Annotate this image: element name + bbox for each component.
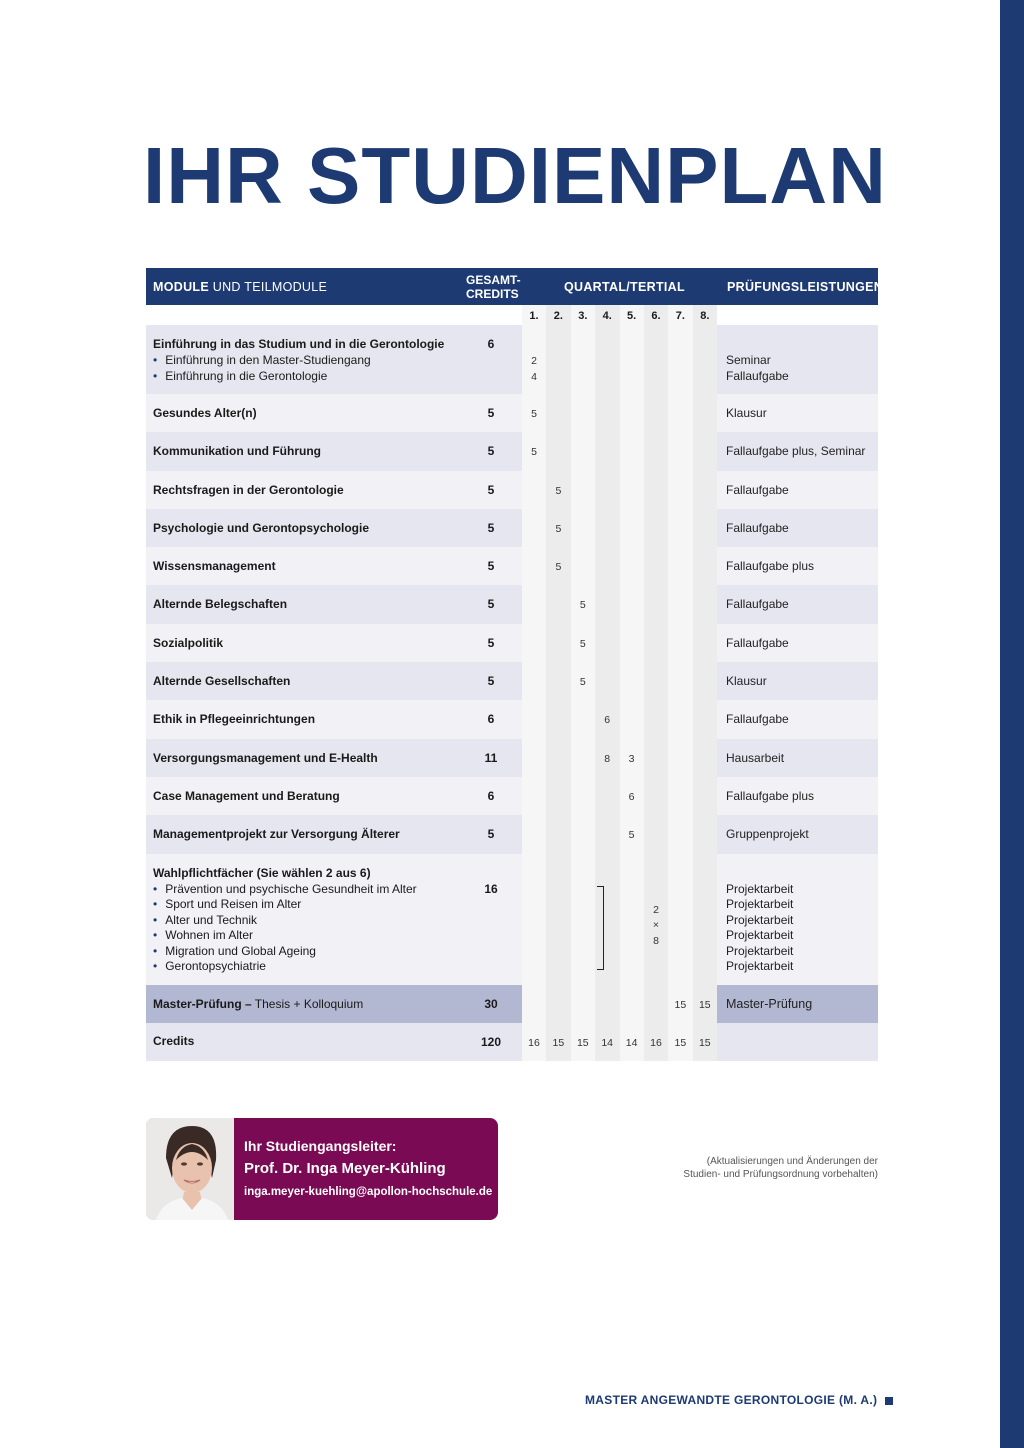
quarter-label: 2. bbox=[553, 310, 563, 322]
table-row bbox=[146, 662, 878, 700]
table-row bbox=[146, 815, 878, 853]
exam-type: Master-Prüfung bbox=[726, 996, 813, 1011]
exam-type: Projektarbeit bbox=[726, 881, 794, 896]
module-credits: 6 bbox=[487, 337, 495, 351]
totals-label: Credits bbox=[153, 1033, 195, 1048]
table-row bbox=[146, 585, 878, 623]
submodule-name: Sport und Reisen im Alter bbox=[165, 897, 302, 912]
exam-type: Fallaufgabe bbox=[726, 482, 789, 497]
module-credits: 16 bbox=[484, 881, 498, 896]
submodule-item bbox=[153, 928, 253, 942]
exam-type: Fallaufgabe bbox=[726, 712, 789, 727]
exam-type: Projektarbeit bbox=[726, 943, 794, 958]
submodule-item bbox=[153, 913, 257, 927]
module-credits: 11 bbox=[484, 750, 498, 765]
elective-quarter-marker: × bbox=[652, 919, 660, 932]
table-row bbox=[146, 471, 878, 509]
quarter-credit: 8 bbox=[604, 752, 611, 765]
quarter-credit: 6 bbox=[628, 790, 635, 803]
module-credits: 5 bbox=[487, 482, 495, 497]
exam-type: Projektarbeit bbox=[726, 897, 794, 912]
module-name: Versorgungsmanagement und E-Health bbox=[153, 750, 378, 765]
elective-quarter-marker: 8 bbox=[653, 934, 659, 947]
page-title: IHR STUDIENPLAN bbox=[143, 131, 887, 220]
exam-type: Projektarbeit bbox=[726, 928, 794, 943]
module-credits: 5 bbox=[487, 827, 495, 842]
table-row bbox=[146, 777, 878, 815]
module-credits: 5 bbox=[487, 406, 495, 420]
exam-type: Fallaufgabe plus bbox=[726, 559, 815, 574]
table-row bbox=[146, 854, 878, 985]
quarter-label: 6. bbox=[651, 310, 661, 322]
square-icon bbox=[885, 1397, 893, 1405]
quarter-total: 14 bbox=[625, 1036, 638, 1049]
module-credits: 6 bbox=[487, 712, 495, 727]
module-cell bbox=[146, 1023, 522, 1061]
quarter-credit: 15 bbox=[674, 998, 687, 1011]
submodule-name: Prävention und psychische Gesundheit im Alter bbox=[165, 881, 417, 896]
exam-type: Hausarbeit bbox=[726, 750, 785, 765]
exam-type: Klausur bbox=[726, 406, 767, 420]
module-name: Managementprojekt zur Versorgung Älterer bbox=[153, 827, 400, 842]
quarter-credit: 6 bbox=[604, 714, 611, 727]
quarter-total: 16 bbox=[650, 1036, 662, 1049]
bullet-icon: • bbox=[153, 897, 158, 912]
master-name-bold: Master-Prüfung – bbox=[153, 996, 252, 1011]
module-credits: 5 bbox=[487, 597, 495, 612]
quarter-total: 15 bbox=[552, 1036, 565, 1049]
quarter-credit: 5 bbox=[531, 446, 537, 459]
submodule-name: Alter und Technik bbox=[165, 912, 258, 927]
quarter-credit: 3 bbox=[628, 752, 635, 765]
exam-cell bbox=[717, 1023, 878, 1061]
module-name: Ethik in Pflegeeinrichtungen bbox=[153, 712, 316, 727]
bullet-icon: • bbox=[153, 943, 158, 958]
bullet-icon: • bbox=[153, 881, 158, 896]
quarter-label: 4. bbox=[602, 310, 612, 322]
bullet-icon: • bbox=[153, 928, 158, 943]
footer-text: MASTER ANGEWANDTE GERONTOLOGIE (M. A.) bbox=[585, 1393, 878, 1407]
quarter-credit: 4 bbox=[531, 370, 537, 383]
bullet-icon: • bbox=[153, 912, 158, 927]
bracket-icon bbox=[597, 886, 604, 970]
side-accent-bar bbox=[1000, 0, 1024, 1448]
table-row bbox=[146, 432, 878, 470]
submodule-item bbox=[153, 897, 301, 911]
module-name: Sozialpolitik bbox=[153, 635, 224, 650]
quarter-credit: 5 bbox=[555, 484, 562, 497]
exam-type: Fallaufgabe bbox=[726, 635, 789, 650]
totals-credits: 120 bbox=[480, 1034, 502, 1049]
quarter-credit: 5 bbox=[579, 676, 586, 689]
exam-type: Seminar bbox=[726, 353, 771, 367]
master-name-rest: Thesis + Kolloquium bbox=[251, 996, 364, 1011]
exam-type: Fallaufgabe bbox=[726, 597, 789, 612]
module-credits: 5 bbox=[487, 559, 495, 574]
quarter-credit: 5 bbox=[628, 829, 635, 842]
table-row bbox=[146, 394, 878, 432]
submodule-name: Migration und Global Ageing bbox=[165, 943, 316, 958]
quarter-total: 15 bbox=[576, 1036, 589, 1049]
module-credits: 5 bbox=[487, 520, 495, 535]
exam-type: Projektarbeit bbox=[726, 959, 794, 974]
quarter-credit: 5 bbox=[579, 599, 586, 612]
quarter-credit: 5 bbox=[555, 522, 562, 535]
disclaimer-line-2: Studien- und Prüfungsordnung vorbehalten) bbox=[683, 1169, 878, 1180]
exam-type: Fallaufgabe bbox=[726, 368, 789, 383]
exam-type: Klausur bbox=[726, 674, 767, 689]
module-name: Kommunikation und Führung bbox=[153, 444, 321, 459]
submodule-item bbox=[153, 959, 266, 973]
module-name: Alternde Gesellschaften bbox=[153, 674, 291, 689]
footer-program-name bbox=[585, 1393, 893, 1407]
study-plan-table bbox=[146, 268, 884, 1061]
quarter-label: 7. bbox=[675, 310, 685, 322]
module-name: Alternde Belegschaften bbox=[153, 597, 288, 612]
submodule-item bbox=[153, 882, 417, 896]
submodule-item bbox=[153, 369, 327, 383]
exam-type: Fallaufgabe bbox=[726, 520, 789, 535]
module-name: Rechtsfragen in der Gerontologie bbox=[153, 482, 344, 497]
quarter-label: 5. bbox=[627, 310, 637, 322]
module-credits: 5 bbox=[487, 444, 495, 459]
disclaimer-line-1: (Aktualisierungen und Änderungen der bbox=[706, 1156, 878, 1167]
table-row bbox=[146, 325, 878, 394]
header-credits: GESAMT- CREDITS bbox=[466, 273, 521, 301]
module-credits: 5 bbox=[487, 674, 495, 689]
bullet-icon: • bbox=[153, 353, 158, 367]
exam-type: Projektarbeit bbox=[726, 912, 794, 927]
submodule-item bbox=[153, 353, 371, 367]
disclaimer-note bbox=[683, 1155, 878, 1181]
submodule-name: Einführung in die Gerontologie bbox=[165, 368, 328, 383]
submodule-name: Gerontopsychiatrie bbox=[165, 959, 266, 974]
table-header bbox=[146, 268, 884, 305]
bullet-icon: • bbox=[153, 959, 158, 974]
quarter-credit: 15 bbox=[698, 998, 711, 1011]
header-exams: PRÜFUNGSLEISTUNGEN bbox=[727, 280, 884, 294]
submodule-item bbox=[153, 944, 316, 958]
exam-type: Fallaufgabe plus, Seminar bbox=[726, 444, 866, 459]
elective-quarter-marker: 2 bbox=[653, 903, 659, 916]
table-row bbox=[146, 700, 878, 738]
module-name: Einführung in das Studium und in die Gerontologie bbox=[153, 337, 445, 351]
master-module-name bbox=[153, 997, 363, 1011]
header-quarters: QUARTAL/TERTIAL bbox=[564, 280, 685, 294]
exam-type: Gruppenprojekt bbox=[726, 827, 809, 842]
quarter-credit: 2 bbox=[531, 355, 537, 367]
table-row bbox=[146, 547, 878, 585]
module-credits: 30 bbox=[484, 996, 498, 1011]
quarter-label: 1. bbox=[529, 310, 539, 322]
table-row bbox=[146, 624, 878, 662]
quarter-total: 15 bbox=[674, 1036, 687, 1049]
quarter-numbers-row bbox=[146, 305, 878, 325]
module-name: Wahlpflichtfächer (Sie wählen 2 aus 6) bbox=[153, 865, 371, 880]
module-name: Case Management und Beratung bbox=[153, 788, 340, 803]
module-name: Wissensmanagement bbox=[153, 559, 276, 574]
program-director-card bbox=[146, 1118, 498, 1220]
quarter-label: 8. bbox=[700, 310, 710, 322]
quarter-total: 14 bbox=[601, 1036, 614, 1049]
director-photo bbox=[146, 1118, 234, 1220]
module-credits: 6 bbox=[487, 788, 495, 803]
header-modules: MODULE UND TEILMODULE bbox=[153, 280, 328, 294]
quarter-total: 15 bbox=[698, 1036, 711, 1049]
quarter-credit: 5 bbox=[555, 561, 562, 574]
submodule-name: Einführung in den Master-Studiengang bbox=[165, 353, 371, 367]
table-row bbox=[146, 739, 878, 777]
table-row bbox=[146, 1023, 878, 1061]
module-name: Gesundes Alter(n) bbox=[153, 406, 257, 420]
table-row bbox=[146, 509, 878, 547]
quarter-credit: 5 bbox=[579, 637, 586, 650]
table-row bbox=[146, 985, 878, 1023]
director-email[interactable]: inga.meyer-kuehling@apollon-hochschule.de bbox=[244, 1186, 493, 1198]
quarter-total: 16 bbox=[528, 1036, 540, 1049]
director-name: Prof. Dr. Inga Meyer-Kühling bbox=[244, 1160, 446, 1177]
submodule-name: Wohnen im Alter bbox=[165, 928, 254, 943]
module-credits: 5 bbox=[487, 635, 495, 650]
director-role: Ihr Studiengangsleiter: bbox=[244, 1138, 397, 1154]
module-name: Psychologie und Gerontopsychologie bbox=[153, 520, 370, 535]
quarter-label: 3. bbox=[578, 310, 588, 322]
quarter-credit: 5 bbox=[531, 408, 537, 420]
bullet-icon: • bbox=[153, 368, 158, 383]
exam-type: Fallaufgabe plus bbox=[726, 788, 815, 803]
